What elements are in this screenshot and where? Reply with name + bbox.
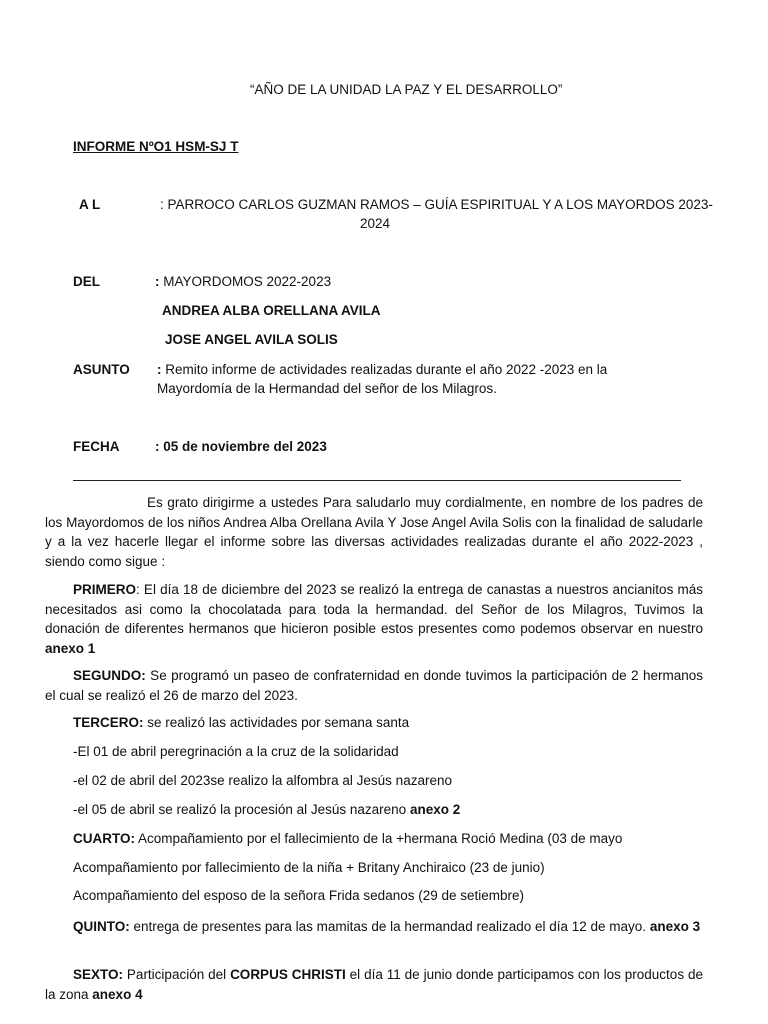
cuarto-item-2: Acompañamiento por fallecimiento de la niña + Britany Anchiraico (23 de junio)	[73, 860, 545, 875]
sexto-paragraph	[45, 965, 703, 1004]
fecha-label: FECHA	[73, 439, 120, 454]
primero-text: : El día 18 de diciembre del 2023 se realizó la entrega de canastas a nuestros ancianitos más necesitados asi como la chocolatada para toda la hermandad. del Señor de los Milagros, Tuvimos la donación de diferentes hermanos que hicieron posible estos presentes como podemos observar en nuestro	[45, 582, 703, 636]
header-divider	[73, 480, 681, 481]
asunto-line1	[157, 362, 607, 378]
al-text-line2: 2024	[360, 216, 391, 231]
tercero-item-3	[73, 802, 460, 818]
del-value: MAYORDOMOS 2022-2023	[163, 274, 332, 289]
tercero-line	[73, 715, 409, 731]
asunto-line2: Mayordomía de la Hermandad del señor de los Milagros.	[157, 381, 497, 396]
segundo-label: SEGUNDO:	[73, 668, 146, 683]
del-label: DEL	[73, 274, 100, 289]
tercero-item-1: -El 01 de abril peregrinación a la cruz de la solidaridad	[73, 744, 399, 759]
intro-paragraph: Es grato dirigirme a ustedes Para saludarlo muy cordialmente, en nombre de los padres de los Mayordomos de los niños Andrea Alba Orellana Avila Y Jose Angel Avila Solis con la finalidad de saludarle y a la vez hacerle llegar el informe sobre las diversas actividades realizadas durante el año 2022-2023 , siendo como sigue :	[45, 495, 703, 569]
tercero-text: se realizó las actividades por semana santa	[143, 715, 410, 730]
tercero-label: TERCERO:	[73, 715, 144, 730]
quinto-paragraph	[45, 917, 703, 937]
primero-annex: anexo 1	[45, 640, 96, 656]
primero-label: PRIMERO	[73, 582, 137, 597]
sexto-label: SEXTO:	[73, 967, 124, 982]
cuarto-text: Acompañamiento por el fallecimiento de la +hermana Roció Medina (03 de mayo	[135, 831, 623, 846]
al-label: A L	[79, 197, 101, 212]
asunto-text-1: Remito informe de actividades realizadas durante el año 2022 -2023 en la	[165, 362, 608, 377]
sexto-annex: anexo 4	[92, 986, 143, 1002]
del-text	[155, 274, 331, 290]
report-title: INFORME NºO1 HSM-SJ T	[73, 139, 239, 154]
tercero-item-2: -el 02 de abril del 2023se realizo la alfombra al Jesús nazareno	[73, 773, 452, 788]
sexto-bold: CORPUS CHRISTI	[230, 967, 346, 982]
sexto-text-1: Participación del	[123, 967, 231, 982]
cuarto-item-3: Acompañamiento del esposo de la señora Frida sedanos (29 de setiembre)	[73, 888, 525, 903]
motto: “AÑO DE LA UNIDAD LA PAZ Y EL DESARROLLO”	[250, 82, 563, 97]
quinto-annex: anexo 3	[649, 919, 701, 934]
mayordomo-name-1: ANDREA ALBA ORELLANA AVILA	[162, 303, 381, 318]
tercero-item-3-text: -el 05 de abril se realizó la procesión al Jesús nazareno	[73, 802, 410, 817]
mayordomo-name-2: JOSE ANGEL AVILA SOLIS	[165, 332, 338, 347]
asunto-label: ASUNTO	[73, 362, 130, 377]
primero-paragraph	[45, 580, 703, 658]
quinto-label: QUINTO:	[73, 919, 130, 934]
quinto-text: entrega de presentes para las mamitas de la hermandad realizado el día 12 de mayo.	[129, 919, 647, 934]
del-colon: :	[155, 274, 160, 289]
fecha-text: : 05 de noviembre del 2023	[155, 439, 327, 454]
segundo-paragraph	[45, 666, 703, 705]
cuarto-line	[73, 831, 622, 847]
cuarto-label: CUARTO:	[73, 831, 135, 846]
asunto-colon: :	[157, 362, 162, 377]
tercero-annex: anexo 2	[409, 802, 461, 817]
sexto-text-2: el día 11 de junio donde participamos con los productos de la zona	[45, 967, 703, 1002]
segundo-text: Se programó un paseo de confraternidad en donde tuvimos la participación de 2 hermanos el cual se realizó el 26 de marzo del 2023.	[45, 668, 703, 703]
al-text-line1: : PARROCO CARLOS GUZMAN RAMOS – GUÍA ESPIRITUAL Y A LOS MAYORDOS 2023-	[160, 197, 713, 212]
